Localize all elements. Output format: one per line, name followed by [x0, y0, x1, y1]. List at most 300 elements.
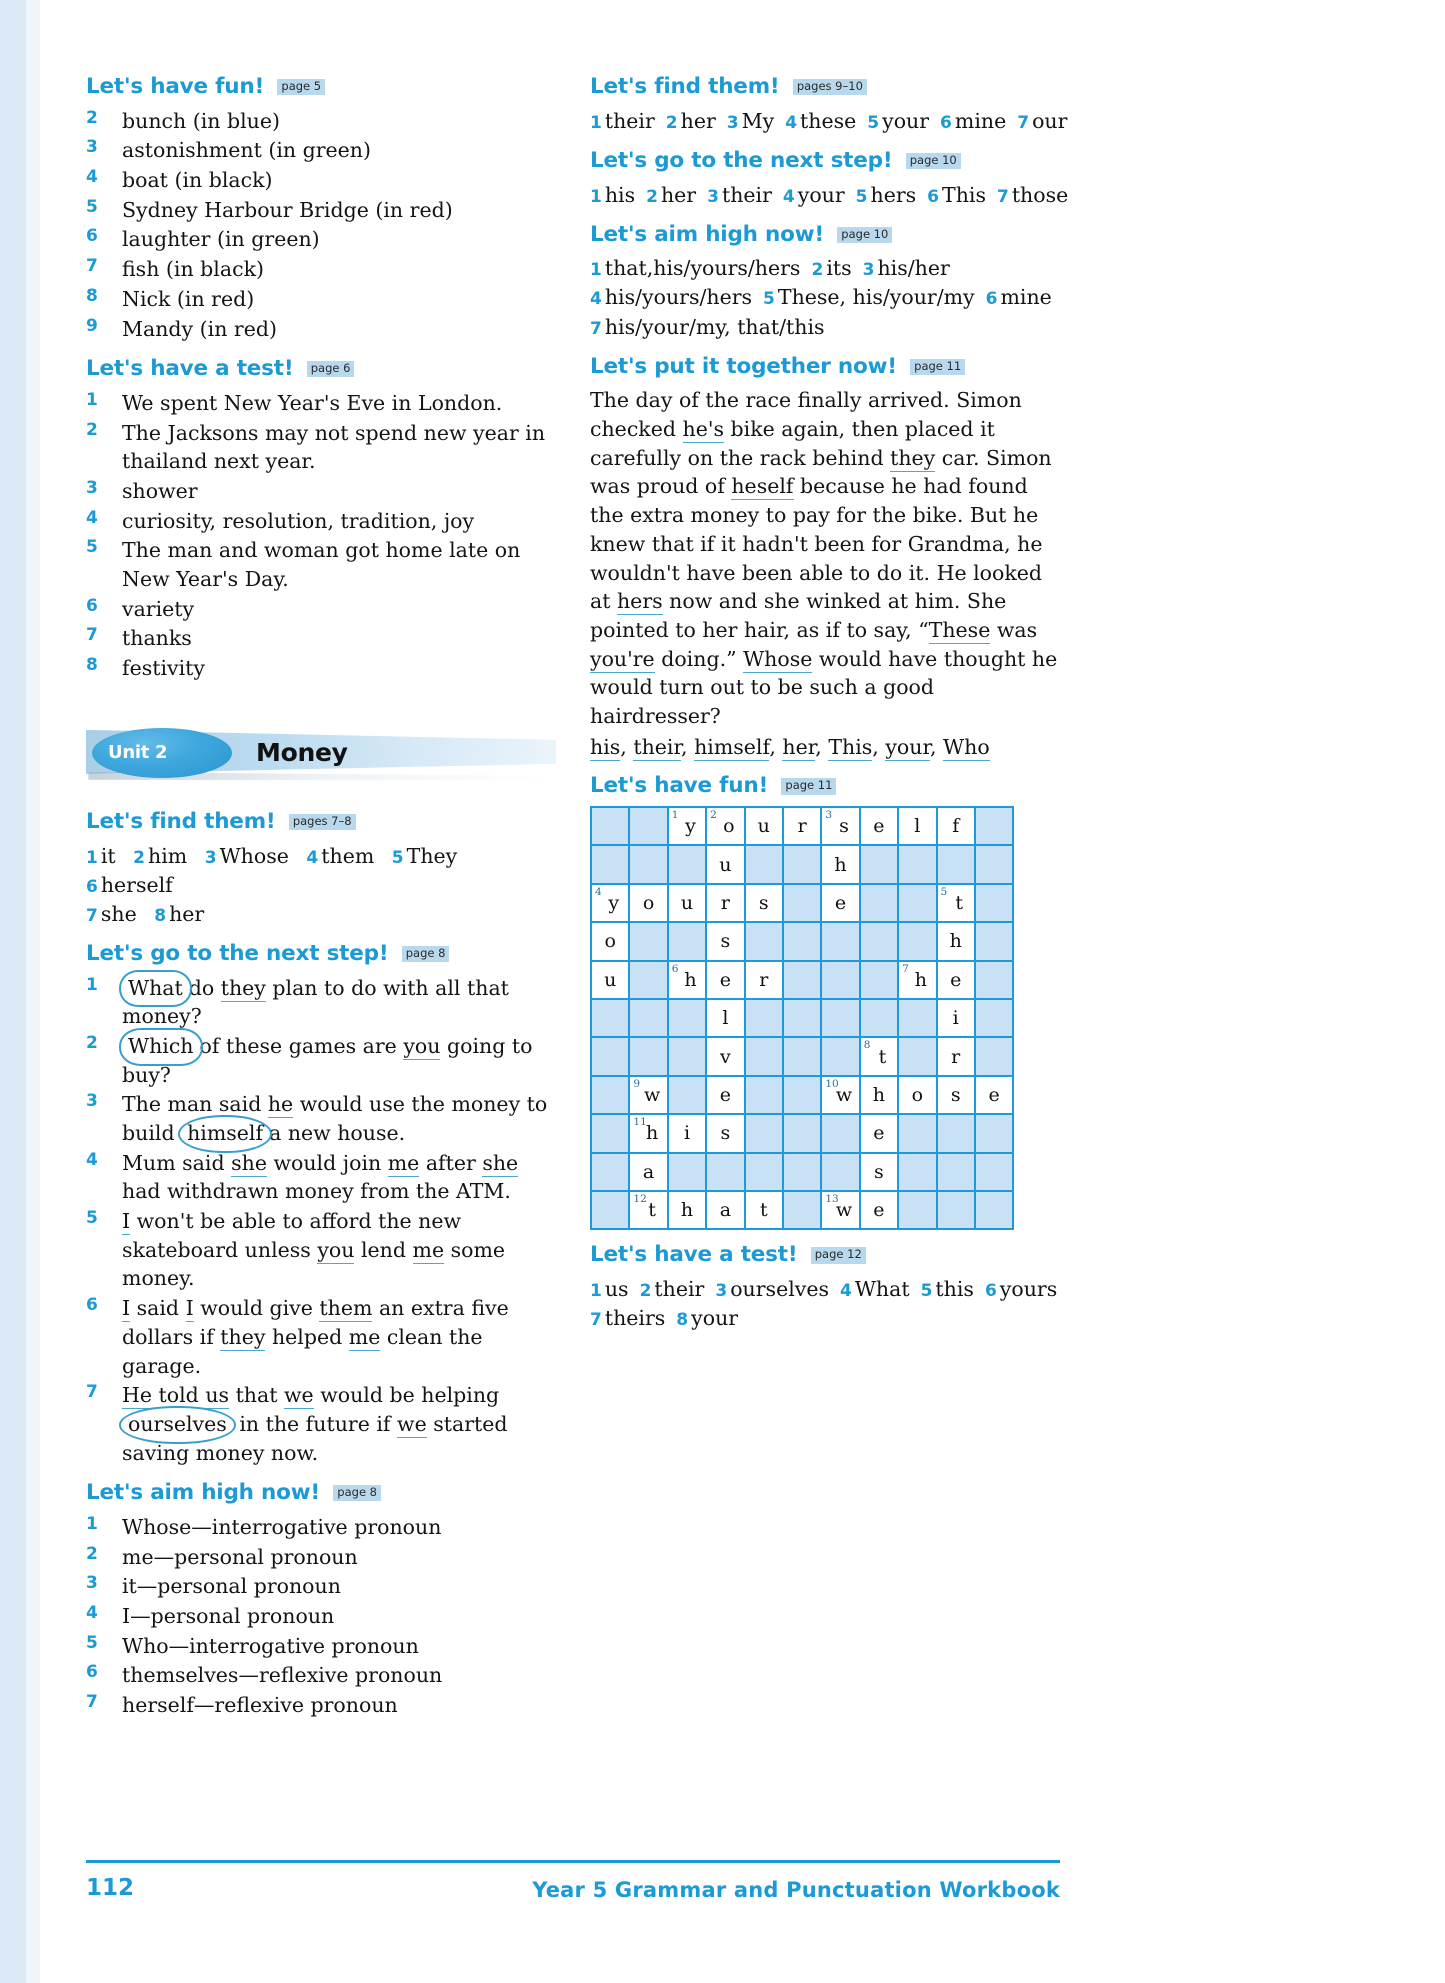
answer-word-list: [590, 733, 1060, 762]
inline-answer: [640, 1277, 705, 1301]
crossword-cell-filled[interactable]: [668, 884, 706, 922]
crossword-cell-empty: [783, 961, 821, 999]
crossword-cell-empty: [975, 961, 1013, 999]
list-item: [86, 1572, 556, 1601]
crossword-cell-filled[interactable]: [591, 922, 629, 960]
underlined-word: hers: [616, 589, 663, 614]
underlined-word: he: [267, 1092, 294, 1117]
crossword-cell-filled[interactable]: [821, 845, 859, 883]
crossword-cell-filled[interactable]: [668, 1191, 706, 1229]
underlined-word: I: [122, 1296, 131, 1321]
crossword-cell-empty: [898, 922, 936, 960]
item-number: 6: [86, 1662, 98, 1683]
item-text: The Jacksons may not spend new year in thailand next year.: [122, 420, 546, 474]
crossword-row: [591, 807, 1013, 845]
crossword-clue-number: 10: [825, 1077, 839, 1090]
crossword-cell-empty: [668, 922, 706, 960]
paragraph-text: car. Simon was proud of: [590, 445, 1052, 499]
item-text: Who—interrogative pronoun: [122, 1633, 419, 1658]
item-number: 1: [86, 389, 98, 410]
crossword-cell-filled[interactable]: [937, 884, 975, 922]
page-ref-badge: page 5: [277, 79, 325, 95]
answer-word: himself: [694, 734, 770, 759]
crossword-cell-filled[interactable]: [706, 961, 744, 999]
crossword-cell-empty: [937, 1114, 975, 1152]
inline-answer: [785, 109, 856, 133]
inline-answer: [985, 1277, 1057, 1301]
crossword-letter: y: [685, 815, 696, 838]
crossword-cell-filled[interactable]: [668, 961, 706, 999]
item-number: 7: [86, 1382, 98, 1403]
crossword-cell-filled[interactable]: [821, 1076, 859, 1114]
item-text: boat (in black): [122, 168, 273, 193]
page-ref-badge: page 11: [781, 778, 836, 794]
answer-inline-lets-have-a-test-p12: [590, 1275, 1060, 1333]
crossword-cell-empty: [745, 845, 783, 883]
item-text: herself: [100, 872, 173, 897]
inline-answer: [590, 183, 635, 207]
crossword-cell-filled[interactable]: [975, 1076, 1013, 1114]
item-text: I—personal pronoun: [122, 1604, 335, 1629]
item-text: mine: [954, 108, 1007, 133]
item-text: They: [406, 843, 458, 868]
paragraph-text: a new house.: [269, 1121, 406, 1146]
item-text: our: [1032, 108, 1068, 133]
item-number: 4: [782, 186, 795, 207]
crossword-cell-filled[interactable]: [629, 1114, 667, 1152]
underlined-word: you: [317, 1237, 355, 1262]
crossword-cell-empty: [629, 961, 667, 999]
item-number: 9: [86, 315, 98, 336]
crossword-clue-number: 12: [633, 1192, 647, 1205]
inline-answer: [863, 256, 950, 280]
crossword-cell-empty: [783, 884, 821, 922]
item-text: This: [942, 182, 986, 207]
item-number: 7: [590, 1310, 602, 1331]
crossword-letter: h: [834, 853, 847, 876]
underlined-word: he's: [682, 417, 724, 442]
crossword-cell-empty: [783, 1037, 821, 1075]
crossword-cell-filled[interactable]: [898, 1076, 936, 1114]
inline-answer: [133, 844, 187, 868]
item-number: 7: [590, 318, 602, 339]
inline-answer: [715, 1277, 829, 1301]
crossword-cell-empty: [821, 961, 859, 999]
item-text: Nick (in red): [122, 286, 255, 311]
item-number: 1: [86, 1513, 98, 1534]
list-item: [86, 389, 556, 418]
crossword-cell-empty: [937, 1191, 975, 1229]
item-number: 6: [86, 876, 98, 897]
circled-word: himself: [181, 1119, 269, 1148]
unit-banner: [86, 726, 556, 784]
inline-answer: [707, 183, 772, 207]
crossword-letter: s: [950, 1084, 961, 1106]
crossword-letter: r: [797, 815, 807, 838]
crossword-cell-empty: [860, 999, 898, 1037]
crossword-clue-number: 9: [633, 1077, 641, 1090]
item-text: their: [654, 1277, 705, 1302]
inline-answer: [154, 902, 204, 926]
page-ref-badge: page 8: [333, 1485, 381, 1501]
inline-answer: [590, 1277, 629, 1301]
list-item: [86, 624, 556, 653]
item-text: astonishment (in green): [122, 138, 371, 163]
crossword-cell-empty: [783, 922, 821, 960]
item-text: his/your/my, that/this: [604, 314, 825, 339]
answer-list-lets-have-fun-p5: [86, 107, 556, 344]
paragraph-text: told: [152, 1383, 206, 1408]
crossword-cell-filled[interactable]: [783, 807, 821, 845]
crossword-cell-empty: [975, 884, 1013, 922]
crossword-letter: l: [722, 1007, 729, 1030]
item-text: [122, 1034, 532, 1087]
crossword-cell-empty: [745, 1037, 783, 1075]
crossword-cell-empty: [898, 1114, 936, 1152]
crossword-grid: [590, 806, 1014, 1230]
crossword-cell-filled[interactable]: [821, 807, 859, 845]
crossword-letter: v: [720, 1045, 731, 1068]
underlined-word: Whose: [743, 646, 813, 671]
inline-answer: [590, 1306, 665, 1330]
crossword-cell-empty: [745, 1076, 783, 1114]
crossword-letter: u: [719, 853, 732, 876]
paragraph-text: plan to do with all that money?: [122, 975, 509, 1029]
crossword-letter: s: [720, 930, 731, 953]
item-number: 2: [86, 1543, 98, 1564]
answer-inline-lets-aim-high-p10: [590, 254, 1060, 341]
item-text: him: [148, 843, 188, 868]
crossword-cell-empty: [745, 1153, 783, 1191]
list-item: [86, 1090, 556, 1147]
item-text: it: [100, 843, 116, 868]
paragraph-text: lend: [354, 1237, 413, 1262]
crossword-letter: o: [911, 1084, 924, 1106]
crossword-cell-filled[interactable]: [860, 1153, 898, 1191]
item-text: their: [721, 182, 772, 207]
crossword-cell-empty: [629, 922, 667, 960]
crossword-cell-filled[interactable]: [591, 884, 629, 922]
crossword-letter: s: [874, 1160, 884, 1183]
list-item: [86, 1632, 556, 1661]
crossword-cell-filled[interactable]: [860, 807, 898, 845]
item-text: We spent New Year's Eve in London.: [122, 390, 503, 415]
heading-text: Let's have a test!: [86, 356, 294, 382]
item-text: variety: [122, 596, 195, 621]
crossword-cell-empty: [783, 1191, 821, 1229]
crossword-letter: y: [608, 892, 620, 915]
paragraph-text: of these games are: [199, 1033, 404, 1058]
crossword-cell-filled[interactable]: [821, 1191, 859, 1229]
item-number: 3: [862, 260, 875, 281]
item-number: 1: [590, 1281, 602, 1302]
crossword-cell-filled[interactable]: [745, 1191, 783, 1229]
crossword-cell-empty: [668, 845, 706, 883]
paragraph-text: started saving money now.: [122, 1411, 508, 1465]
section-heading-lets-have-fun-p11: [590, 774, 1060, 799]
item-number: 1: [86, 974, 98, 995]
unit-title: Money: [256, 737, 348, 767]
item-text: ourselves: [730, 1277, 829, 1302]
crossword-cell-filled[interactable]: [706, 922, 744, 960]
item-number: 4: [86, 1603, 98, 1624]
inline-answer: [590, 109, 655, 133]
paragraph-text: won't be able to afford the new skateboard unless: [122, 1209, 462, 1262]
crossword-letter: s: [839, 815, 849, 838]
paragraph-text: in the future if: [232, 1411, 398, 1436]
item-number: 5: [86, 1632, 98, 1653]
item-text: this: [935, 1277, 974, 1302]
footer-rule: [86, 1860, 1060, 1863]
inline-answer: [763, 285, 975, 309]
crossword-cell-filled[interactable]: [629, 1153, 667, 1191]
crossword-cell-filled[interactable]: [706, 807, 744, 845]
list-item: [86, 974, 556, 1031]
item-text: Mandy (in red): [122, 316, 277, 341]
item-text: yours: [999, 1277, 1058, 1302]
list-item: [86, 1294, 556, 1380]
item-number: 2: [86, 107, 98, 128]
crossword-cell-filled[interactable]: [706, 999, 744, 1037]
item-number: 7: [86, 625, 98, 646]
inline-answer: [590, 256, 800, 280]
item-text: [122, 1296, 509, 1377]
item-number: 8: [676, 1310, 689, 1331]
inline-answer: [590, 285, 752, 309]
item-text: Whose: [219, 843, 289, 868]
paragraph-text: would be helping: [313, 1383, 500, 1408]
item-number: 3: [86, 137, 98, 158]
crossword-cell-filled[interactable]: [937, 961, 975, 999]
list-item: [86, 1661, 556, 1690]
inline-answer: [86, 844, 116, 868]
underlined-word: they: [220, 1324, 266, 1349]
list-item: [86, 1602, 556, 1631]
crossword-cell-empty: [783, 1114, 821, 1152]
section-heading-lets-have-fun-p5: [86, 75, 556, 100]
inline-answer: [811, 256, 851, 280]
crossword-cell-empty: [898, 1153, 936, 1191]
page-ref-badge: page 11: [910, 359, 965, 375]
crossword-letter: h: [680, 1199, 694, 1222]
item-number: 2: [639, 1281, 652, 1302]
crossword-letter: o: [642, 892, 655, 915]
heading-text: Let's aim high now!: [86, 1480, 320, 1506]
crossword-letter: h: [684, 968, 697, 991]
item-text: its: [826, 256, 852, 281]
crossword-cell-filled[interactable]: [629, 1076, 667, 1114]
crossword-letter: t: [878, 1045, 887, 1068]
crossword-cell-filled[interactable]: [860, 1114, 898, 1152]
item-number: 4: [785, 112, 798, 133]
page-ref-badge: page 8: [402, 946, 450, 962]
item-number: 4: [306, 847, 319, 868]
crossword-cell-empty: [745, 1114, 783, 1152]
underlined-word: us: [205, 1383, 230, 1408]
crossword-cell-filled[interactable]: [937, 1076, 975, 1114]
crossword-cell-empty: [975, 1191, 1013, 1229]
circled-word: Which: [122, 1032, 200, 1061]
crossword-letter: h: [645, 1122, 659, 1145]
crossword-cell-filled[interactable]: [706, 1037, 744, 1075]
answer-word: Who: [943, 734, 990, 759]
list-item: [86, 477, 556, 506]
crossword-letter: h: [914, 968, 927, 991]
item-text: laughter (in green): [122, 227, 320, 252]
item-text: [122, 1209, 505, 1290]
crossword-cell-empty: [591, 1191, 629, 1229]
list-item: [86, 419, 556, 476]
answer-inline-lets-find-them-p7-8: [86, 842, 556, 929]
item-text: them: [321, 843, 375, 868]
list-item: [86, 1513, 556, 1542]
list-item: [86, 654, 556, 683]
crossword-cell-empty: [975, 807, 1013, 845]
item-text: it—personal pronoun: [122, 1574, 341, 1599]
crossword-cell-empty: [821, 1153, 859, 1191]
crossword-cell-filled[interactable]: [706, 845, 744, 883]
section-heading-lets-find-them-p7-8: [86, 810, 556, 835]
page-ref-badge: page 10: [906, 153, 961, 169]
crossword-cell-filled[interactable]: [629, 1191, 667, 1229]
crossword-cell-empty: [629, 1037, 667, 1075]
item-text: these: [800, 108, 857, 133]
item-text: her: [169, 901, 205, 926]
item-number: 5: [86, 196, 98, 217]
item-number: 3: [204, 847, 217, 868]
crossword-cell-filled[interactable]: [937, 999, 975, 1037]
crossword-cell-filled[interactable]: [898, 961, 936, 999]
item-text: their: [604, 108, 655, 133]
underlined-word: you're: [590, 646, 655, 671]
crossword-cell-empty: [975, 1114, 1013, 1152]
crossword-cell-empty: [975, 1037, 1013, 1075]
crossword-cell-filled[interactable]: [745, 961, 783, 999]
paragraph-text: doing.”: [654, 646, 744, 671]
crossword-cell-filled[interactable]: [937, 922, 975, 960]
paragraph-text: clean the garage.: [122, 1324, 483, 1378]
paragraph-text: The man said: [122, 1092, 268, 1117]
item-number: 7: [86, 1692, 98, 1713]
section-heading-lets-put-it-together-p11: [590, 355, 1060, 380]
paragraph-text: would use the money to build: [122, 1092, 548, 1146]
crossword-cell-filled[interactable]: [937, 807, 975, 845]
item-text: mine: [1000, 285, 1052, 310]
crossword-cell-filled[interactable]: [706, 1191, 744, 1229]
list-item: [86, 107, 556, 136]
separator: ,: [815, 734, 829, 759]
paragraph-text: would give: [193, 1296, 320, 1321]
crossword-cell-filled[interactable]: [706, 1114, 744, 1152]
paragraph-text: was: [990, 617, 1038, 642]
item-number: 5: [920, 1281, 933, 1302]
crossword-cell-filled[interactable]: [821, 884, 859, 922]
crossword-cell-empty: [591, 1153, 629, 1191]
crossword-letter: o: [723, 815, 735, 838]
crossword-letter: r: [951, 1045, 961, 1068]
crossword-letter: e: [719, 968, 731, 991]
section-heading-lets-have-a-test-p6: [86, 357, 556, 382]
crossword-cell-empty: [975, 845, 1013, 883]
item-number: 8: [86, 285, 98, 306]
crossword-cell-empty: [975, 1153, 1013, 1191]
crossword-cell-filled[interactable]: [706, 1076, 744, 1114]
crossword-letter: u: [757, 815, 770, 838]
inline-answer: [306, 844, 374, 868]
item-text: [122, 1383, 508, 1464]
crossword-cell-empty: [898, 1037, 936, 1075]
underlined-word: we: [397, 1411, 427, 1436]
crossword-cell-filled[interactable]: [629, 884, 667, 922]
paragraph-text: said: [130, 1296, 186, 1321]
crossword-cell-filled[interactable]: [745, 884, 783, 922]
item-number: 4: [86, 507, 98, 528]
crossword-cell-empty: [860, 884, 898, 922]
item-number: 4: [590, 289, 602, 310]
crossword-clue-number: 13: [825, 1192, 839, 1205]
crossword-cell-empty: [706, 1153, 744, 1191]
crossword-cell-empty: [668, 999, 706, 1037]
section-heading-lets-have-a-test-p12: [590, 1243, 1060, 1268]
item-number: 7: [86, 905, 98, 926]
crossword-cell-filled[interactable]: [860, 1076, 898, 1114]
item-text: Whose—interrogative pronoun: [122, 1514, 442, 1539]
item-text: his/her: [877, 256, 950, 281]
section-heading-lets-go-next-step-p10: [590, 149, 1060, 174]
crossword-cell-empty: [591, 1037, 629, 1075]
list-item: [86, 255, 556, 284]
item-number: 2: [646, 186, 658, 207]
crossword-cell-filled[interactable]: [860, 1037, 898, 1075]
crossword-cell-filled[interactable]: [898, 807, 936, 845]
crossword-cell-empty: [975, 922, 1013, 960]
inline-answer: [646, 183, 696, 207]
crossword-cell-filled[interactable]: [706, 884, 744, 922]
inline-answer: [205, 844, 289, 868]
underlined-word: I: [122, 1209, 131, 1234]
answer-list-lets-aim-high-p8: [86, 1513, 556, 1720]
list-item: [86, 536, 556, 593]
underlined-word: I: [185, 1296, 194, 1321]
item-number: 4: [86, 1149, 98, 1170]
inline-answer: [590, 315, 825, 339]
item-text: My: [741, 108, 775, 133]
crossword-cell-filled[interactable]: [937, 1037, 975, 1075]
item-text: [122, 1151, 518, 1204]
crossword-cell-empty: [629, 845, 667, 883]
crossword-cell-filled[interactable]: [745, 807, 783, 845]
crossword-letter: i: [952, 1007, 959, 1030]
underlined-word: they: [220, 975, 266, 1000]
crossword-letter: e: [988, 1084, 1000, 1106]
crossword-cell-filled[interactable]: [668, 807, 706, 845]
list-item: [86, 285, 556, 314]
item-text: These, his/your/my: [777, 285, 975, 310]
section-heading-lets-aim-high-p10: [590, 223, 1060, 248]
crossword-letter: e: [834, 892, 847, 915]
crossword-letter: t: [759, 1199, 768, 1222]
crossword-cell-filled[interactable]: [668, 1114, 706, 1152]
answer-inline-lets-go-next-step-p10: [590, 181, 1069, 210]
crossword-cell-filled[interactable]: [860, 1191, 898, 1229]
item-number: 6: [940, 112, 952, 133]
item-text: us: [604, 1277, 629, 1302]
crossword-row: [591, 1153, 1013, 1191]
crossword-cell-filled[interactable]: [591, 961, 629, 999]
item-text: hers: [870, 182, 917, 207]
inline-answer: [676, 1306, 738, 1330]
crossword-clue-number: 3: [825, 809, 833, 822]
